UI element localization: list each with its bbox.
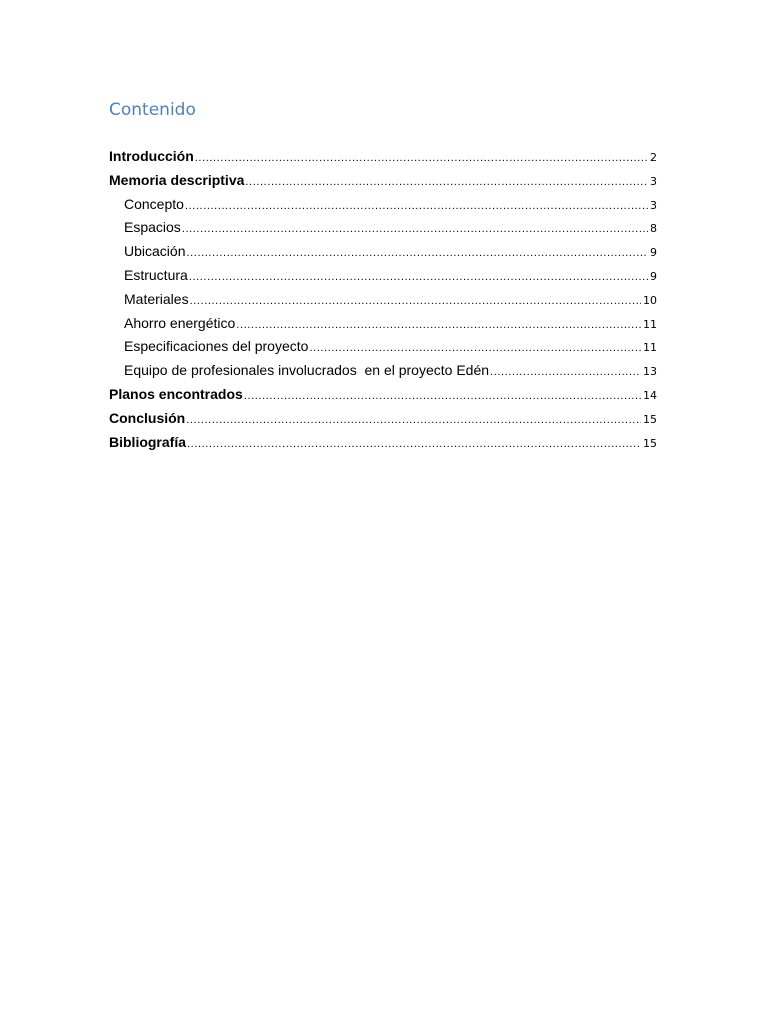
toc-entry-label: Estructura [124, 266, 188, 283]
toc-dot-leader [490, 366, 641, 378]
toc-entry-memoria-descriptiva[interactable] [109, 172, 657, 196]
toc-entry-label: Bibliografía [109, 433, 187, 450]
toc-page-number: 10 [643, 293, 657, 307]
table-of-contents [109, 148, 657, 457]
toc-dot-leader [186, 247, 648, 259]
toc-page-number: 11 [643, 341, 657, 355]
toc-entry-concepto[interactable] [109, 196, 657, 220]
toc-entry-materiales[interactable] [109, 291, 657, 315]
toc-dot-leader [187, 438, 641, 450]
toc-entry-ubicacion[interactable] [109, 243, 657, 267]
toc-dot-leader [309, 342, 641, 354]
toc-page-number: 3 [650, 198, 657, 212]
toc-page-number: 15 [643, 412, 657, 426]
toc-dot-leader [190, 295, 641, 307]
toc-page-number: 3 [650, 174, 657, 188]
toc-entry-ahorro-energetico[interactable] [109, 315, 657, 339]
toc-page-number: 9 [650, 246, 657, 260]
toc-page-number: 14 [643, 388, 657, 402]
toc-entry-especificaciones[interactable] [109, 338, 657, 362]
toc-dot-leader [182, 223, 648, 235]
toc-dot-leader [189, 271, 648, 283]
toc-entry-label: Concepto [124, 195, 184, 212]
toc-dot-leader [236, 319, 641, 331]
toc-dot-leader [245, 176, 648, 188]
toc-entry-label: Materiales [124, 290, 189, 307]
toc-page-number: 11 [643, 317, 657, 331]
toc-entry-estructura[interactable] [109, 267, 657, 291]
toc-entry-label: Conclusión [109, 409, 186, 426]
toc-entry-label: Espacios [124, 219, 181, 236]
toc-entry-label: Memoria descriptiva [109, 171, 245, 188]
toc-page-number: 13 [643, 365, 657, 379]
toc-dot-leader [185, 200, 648, 212]
toc-entry-label: Introducción [109, 148, 194, 164]
toc-entry-espacios[interactable] [109, 219, 657, 243]
toc-entry-label: Planos encontrados [109, 385, 243, 402]
toc-entry-bibliografia[interactable] [109, 434, 657, 458]
toc-entry-label: Equipo de profesionales involucrados en el proyecto Edén [124, 362, 490, 379]
toc-entry-conclusion[interactable] [109, 410, 657, 434]
toc-dot-leader [244, 390, 641, 402]
toc-page-number: 15 [643, 436, 657, 450]
toc-entry-label: Ahorro energético [124, 314, 236, 331]
toc-dot-leader [195, 152, 648, 164]
toc-entry-label: Especificaciones del proyecto [124, 338, 309, 355]
toc-entry-introduccion[interactable] [109, 148, 657, 172]
toc-page-number: 2 [650, 151, 657, 164]
toc-entry-equipo-profesionales[interactable] [109, 362, 657, 386]
toc-page-number: 8 [650, 222, 657, 236]
toc-heading: Contenido [109, 100, 196, 120]
toc-entry-planos-encontrados[interactable] [109, 386, 657, 410]
toc-dot-leader [186, 414, 641, 426]
toc-page-number: 9 [650, 269, 657, 283]
toc-entry-label: Ubicación [124, 243, 186, 260]
